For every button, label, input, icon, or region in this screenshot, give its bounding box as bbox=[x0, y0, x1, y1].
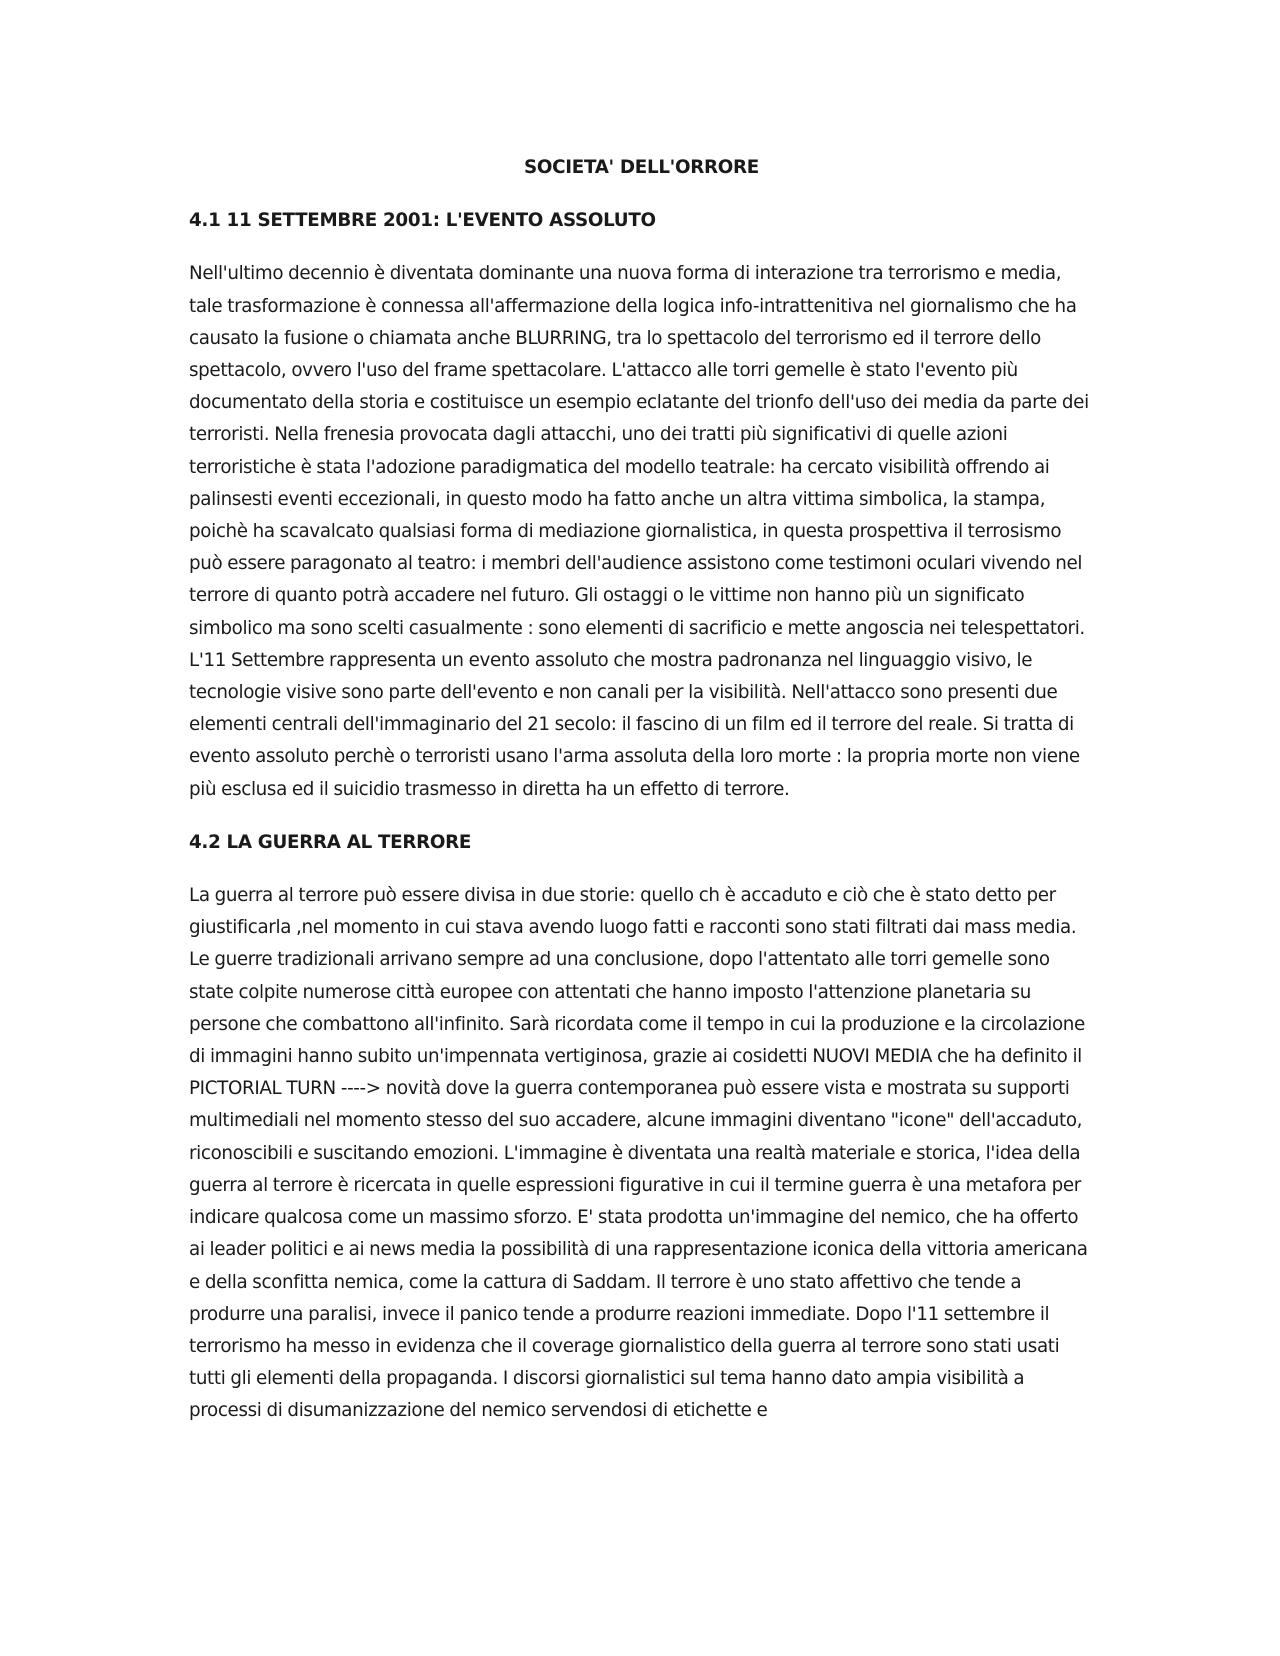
document-body bbox=[189, 152, 1094, 1428]
section-heading-4-1: 4.1 11 SETTEMBRE 2001: L'EVENTO ASSOLUTO bbox=[189, 210, 656, 232]
document-title: SOCIETA' DELL'ORRORE bbox=[524, 157, 759, 178]
section-heading-4-2: 4.2 LA GUERRA AL TERRORE bbox=[189, 831, 472, 853]
section-paragraph-4-2: La guerra al terrore può essere divisa in due storie: quello ch è accaduto e ciò che è stato detto per giustificarla ,nel momento in cui stava avendo luogo fatti e racconti sono stati filtrati dai mass media. Le guerre tradizionali arrivano sempre ad una conclusione, dopo l'attentato alle torri gemelle sono state colpite numerose città europee con attentati che hanno imposto l'attenzione planetaria su persone che combattono all'infinito. Sarà ricordata come il tempo in cui la produzione e la circolazione di immagini hanno subito un'impennata vertiginosa, grazie ai cosidetti NUOVI MEDIA che ha definito il PICTORIAL TURN ----> novità dove la guerra contemporanea può essere vista e mostrata su supporti multimediali nel momento stesso del suo accadere, alcune immagini diventano "icone" dell'accaduto, riconoscibili e suscitando emozioni. L'immagine è diventata una realtà materiale e storica, l'idea della guerra al terrore è ricercata in quelle espressioni figurative in cui il termine guerra è una metafora per indicare qualcosa come un massimo sforzo. E' stata prodotta un'immagine del nemico, che ha offerto ai leader politici e ai news media la possibilità di una rappresentazione iconica della vittoria americana e della sconfitta nemica, come la cattura di Saddam. Il terrore è uno stato affettivo che tende a produrre una paralisi, invece il panico tende a produrre reazioni immediate. Dopo l'11 settembre il terrorismo ha messo in evidenza che il coverage giornalistico della guerra al terrore sono stati usati tutti gli elementi della propaganda. I discorsi giornalistici sul tema hanno dato ampia visibilità a processi di disumanizzazione del nemico servendosi di etichette e bbox=[189, 885, 1088, 1422]
section-paragraph-4-1: Nell'ultimo decennio è diventata dominante una nuova forma di interazione tra terrorismo e media, tale trasformazione è connessa all'affermazione della logica info-intrattenitiva nel giornalismo che ha causato la fusione o chiamata anche BLURRING, tra lo spettacolo del terrorismo ed il terrore dello spettacolo, ovvero l'uso del frame spettacolare. L'attacco alle torri gemelle è stato l'evento più documentato della storia e costituisce un esempio eclatante del trionfo dell'uso dei media da parte dei terroristi. Nella frenesia provocata dagli attacchi, uno dei tratti più significativi di quelle azioni terroristiche è stata l'adozione paradigmatica del modello teatrale: ha cercato visibilità offrendo ai palinsesti eventi eccezionali, in questo modo ha fatto anche un altra vittima simbolica, la stampa, poichè ha scavalcato qualsiasi forma di mediazione giornalistica, in questa prospettiva il terrosismo può essere paragonato al teatro: i membri dell'audience assistono come testimoni oculari vivendo nel terrore di quanto potrà accadere nel futuro. Gli ostaggi o le vittime non hanno più un significato simbolico ma sono scelti casualmente : sono elementi di sacrificio e mette angoscia nei telespettatori. L'11 Settembre rappresenta un evento assoluto che mostra padronanza nel linguaggio visivo, le tecnologie visive sono parte dell'evento e non canali per la visibilità. Nell'attacco sono presenti due elementi centrali dell'immaginario del 21 secolo: il fascino di un film ed il terrore del reale. Si tratta di evento assoluto perchè o terroristi usano l'arma assoluta della loro morte : la propria morte non viene più esclusa ed il suicidio trasmesso in diretta ha un effetto di terrore. bbox=[189, 263, 1089, 800]
